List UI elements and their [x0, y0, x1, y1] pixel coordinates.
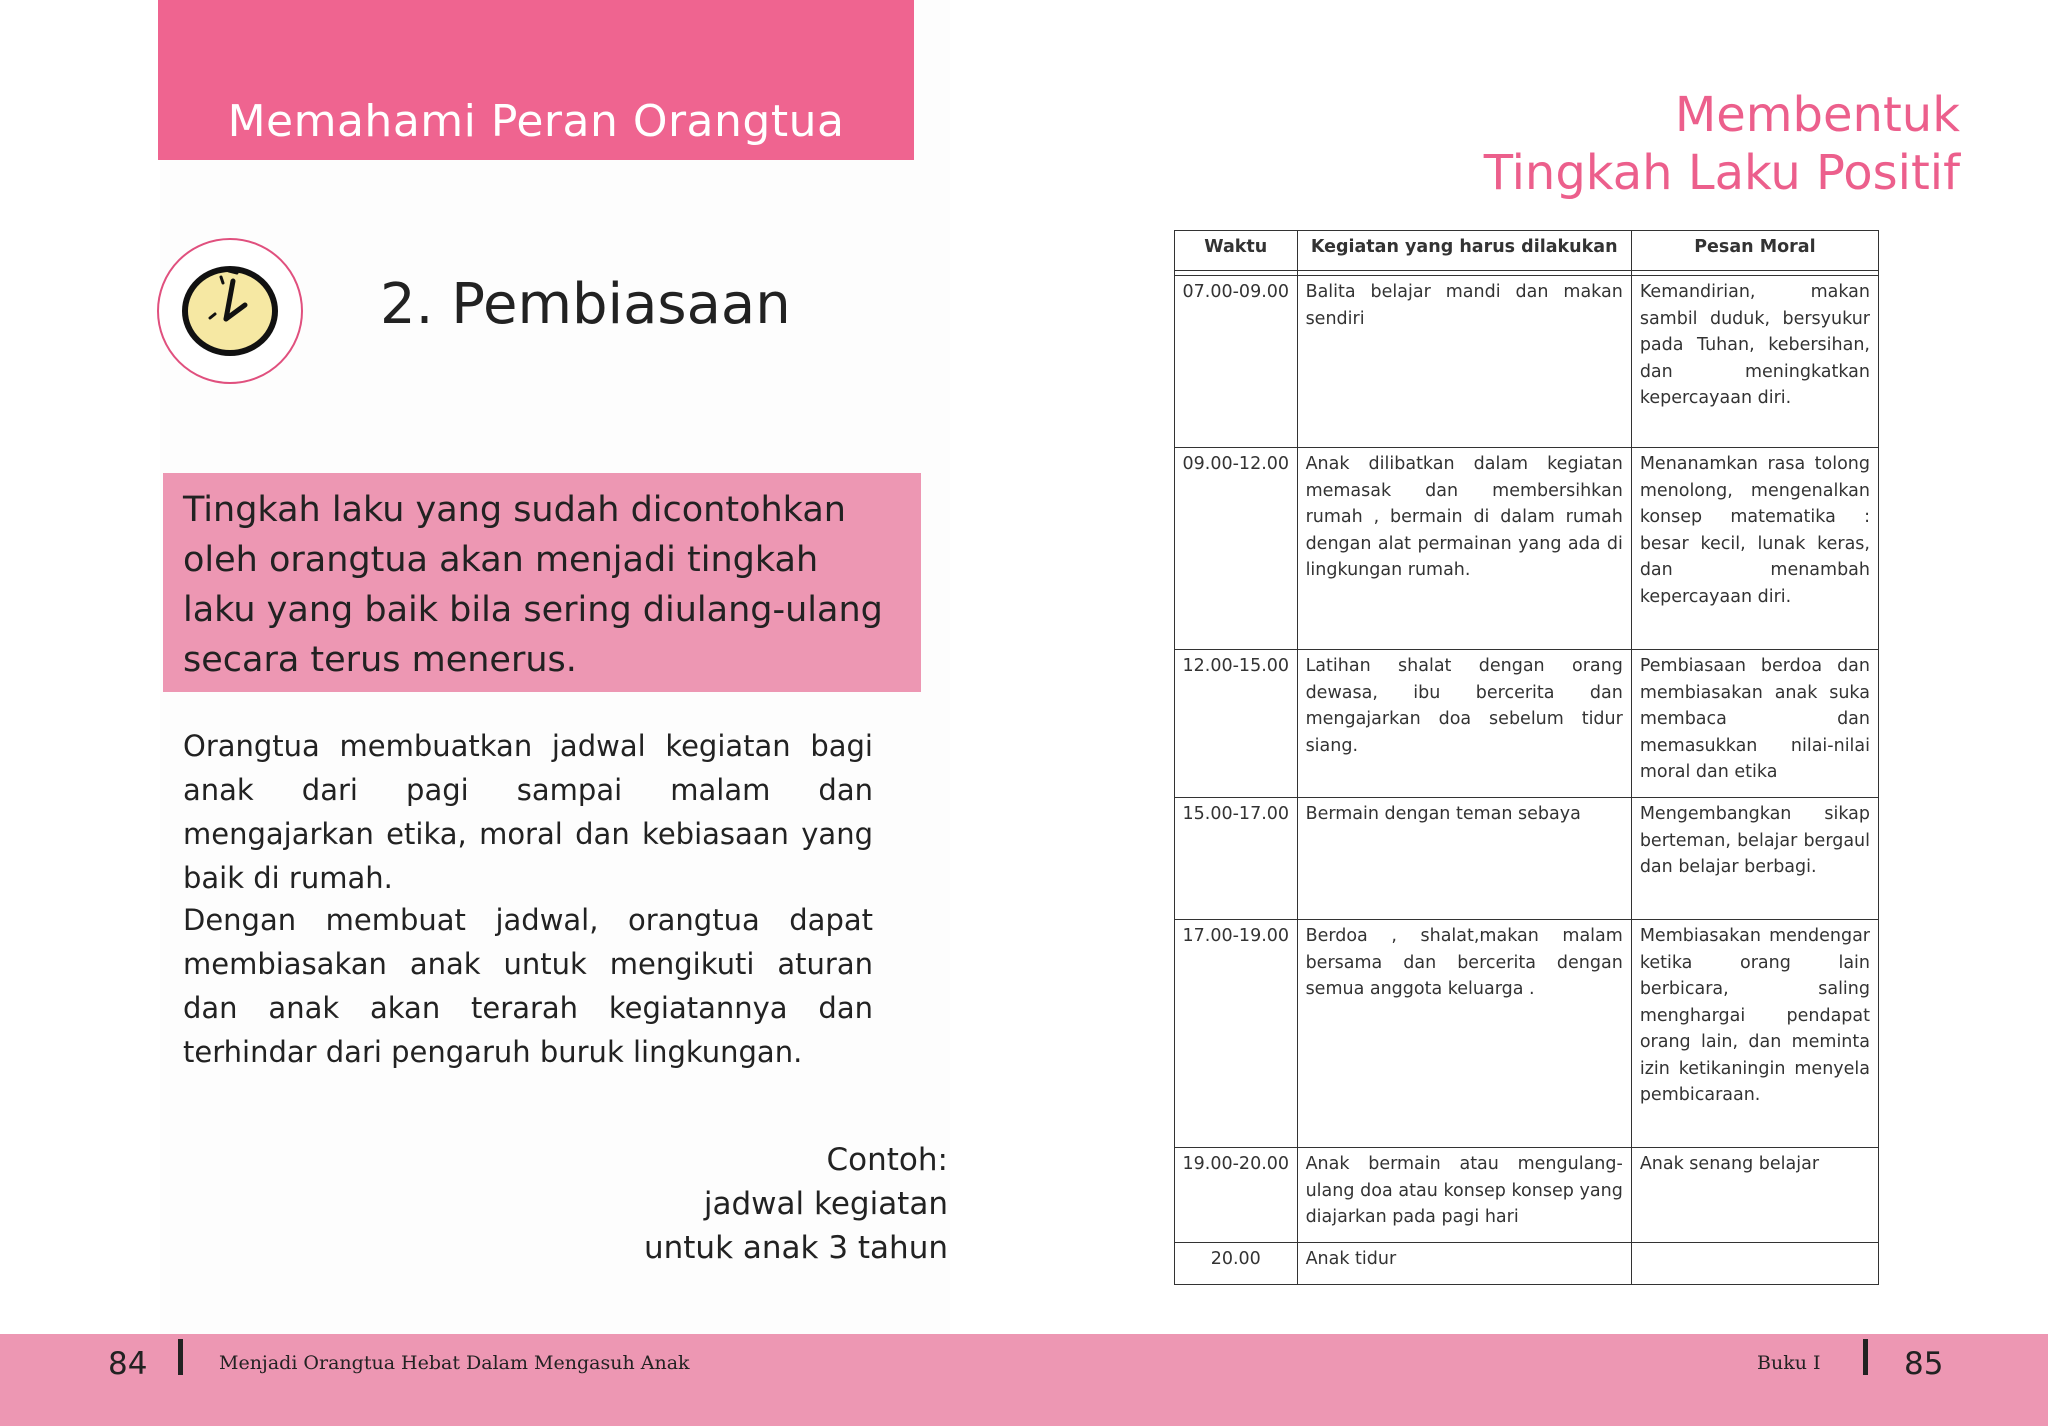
activity-cell: Latihan shalat dengan orang dewasa, ibu bercerita dan mengajarkan doa sebelum tidur siang. — [1297, 650, 1631, 798]
time-cell: 15.00-17.00 — [1175, 798, 1298, 920]
footer-book-label: Buku I — [1757, 1352, 1821, 1374]
table-row — [1175, 650, 1879, 798]
caption-line2: jadwal kegiatan — [703, 1186, 948, 1222]
activity-cell: Balita belajar mandi dan makan sendiri — [1297, 276, 1631, 448]
moral-cell: Mengembangkan sikap berteman, belajar bergaul dan belajar berbagi. — [1631, 798, 1878, 920]
time-cell: 20.00 — [1175, 1243, 1298, 1285]
example-caption — [644, 1138, 948, 1270]
section-title: 2. Pembiasaan — [380, 272, 791, 337]
moral-cell — [1631, 1243, 1878, 1285]
activity-cell: Anak tidur — [1297, 1243, 1631, 1285]
right-page-title — [1484, 86, 1960, 202]
table-row — [1175, 1148, 1879, 1243]
highlight-box — [163, 473, 921, 692]
right-title-line2: Tingkah Laku Positif — [1483, 145, 1960, 201]
header-left-title: Memahami Peran Orangtua — [227, 96, 845, 147]
header-banner — [158, 0, 914, 160]
footer-bar — [0, 1334, 2048, 1426]
activity-cell: Bermain dengan teman sebaya — [1297, 798, 1631, 920]
moral-cell: Membiasakan mendengar ketika orang lain berbicara, saling menghargai pendapat orang lain, dan meminta izin ketikaningin menyela pembicaraan. — [1631, 920, 1878, 1148]
header-waktu: Waktu — [1175, 231, 1298, 271]
paragraph-2: Dengan membuat jadwal, orangtua dapat membiasakan anak untuk mengikuti aturan dan anak akan terarah kegiatannya dan terhindar dari pengaruh buruk lingkungan. — [183, 903, 873, 1069]
moral-cell: Menanamkan rasa tolong menolong, mengenalkan konsep matematika : besar kecil, lunak keras, dan menambah kepercayaan diri. — [1631, 448, 1878, 650]
header-kegiatan: Kegiatan yang harus dilakukan — [1297, 231, 1631, 271]
activity-cell: Berdoa , shalat,makan malam bersama dan bercerita dengan semua anggota keluarga . — [1297, 920, 1631, 1148]
caption-line1: Contoh: — [826, 1142, 948, 1178]
clock-icon — [179, 261, 281, 361]
table-row — [1175, 798, 1879, 920]
table-header-row — [1175, 231, 1879, 271]
moral-cell: Pembiasaan berdoa dan membiasakan anak suka membaca dan memasukkan nilai-nilai moral dan etika — [1631, 650, 1878, 798]
time-cell: 09.00-12.00 — [1175, 448, 1298, 650]
footer-divider-right — [1863, 1339, 1868, 1375]
header-pesan-moral: Pesan Moral — [1631, 231, 1878, 271]
moral-cell: Anak senang belajar — [1631, 1148, 1878, 1243]
clock-badge — [157, 238, 303, 384]
activity-cell: Anak bermain atau mengulang-ulang doa atau konsep konsep yang diajarkan pada pagi hari — [1297, 1148, 1631, 1243]
right-title-line1: Membentuk — [1674, 87, 1960, 143]
table-row — [1175, 920, 1879, 1148]
schedule-table — [1174, 230, 1879, 1285]
table-row — [1175, 1243, 1879, 1285]
page-number-right: 85 — [1904, 1346, 1944, 1382]
footer-divider-left — [178, 1339, 183, 1375]
caption-line3: untuk anak 3 tahun — [643, 1230, 948, 1266]
time-cell: 19.00-20.00 — [1175, 1148, 1298, 1243]
table-row — [1175, 448, 1879, 650]
activity-cell: Anak dilibatkan dalam kegiatan memasak dan membersihkan rumah , bermain di dalam rumah dengan alat permainan yang ada di lingkungan rumah. — [1297, 448, 1631, 650]
footer-book-title: Menjadi Orangtua Hebat Dalam Mengasuh Anak — [219, 1352, 690, 1374]
paragraph-1: Orangtua membuatkan jadwal kegiatan bagi anak dari pagi sampai malam dan mengajarkan etika, moral dan kebiasaan yang baik di rumah. — [183, 729, 873, 895]
time-cell: 12.00-15.00 — [1175, 650, 1298, 798]
highlight-text: Tingkah laku yang sudah dicontohkan oleh orangtua akan menjadi tingkah laku yang baik bila sering diulang-ulang secara terus menerus. — [183, 490, 883, 680]
table-row — [1175, 276, 1879, 448]
time-cell: 17.00-19.00 — [1175, 920, 1298, 1148]
moral-cell: Kemandirian, makan sambil duduk, bersyukur pada Tuhan, kebersihan, dan meningkatkan kepercayaan diri. — [1631, 276, 1878, 448]
page-number-left: 84 — [108, 1346, 148, 1382]
time-cell: 07.00-09.00 — [1175, 276, 1298, 448]
